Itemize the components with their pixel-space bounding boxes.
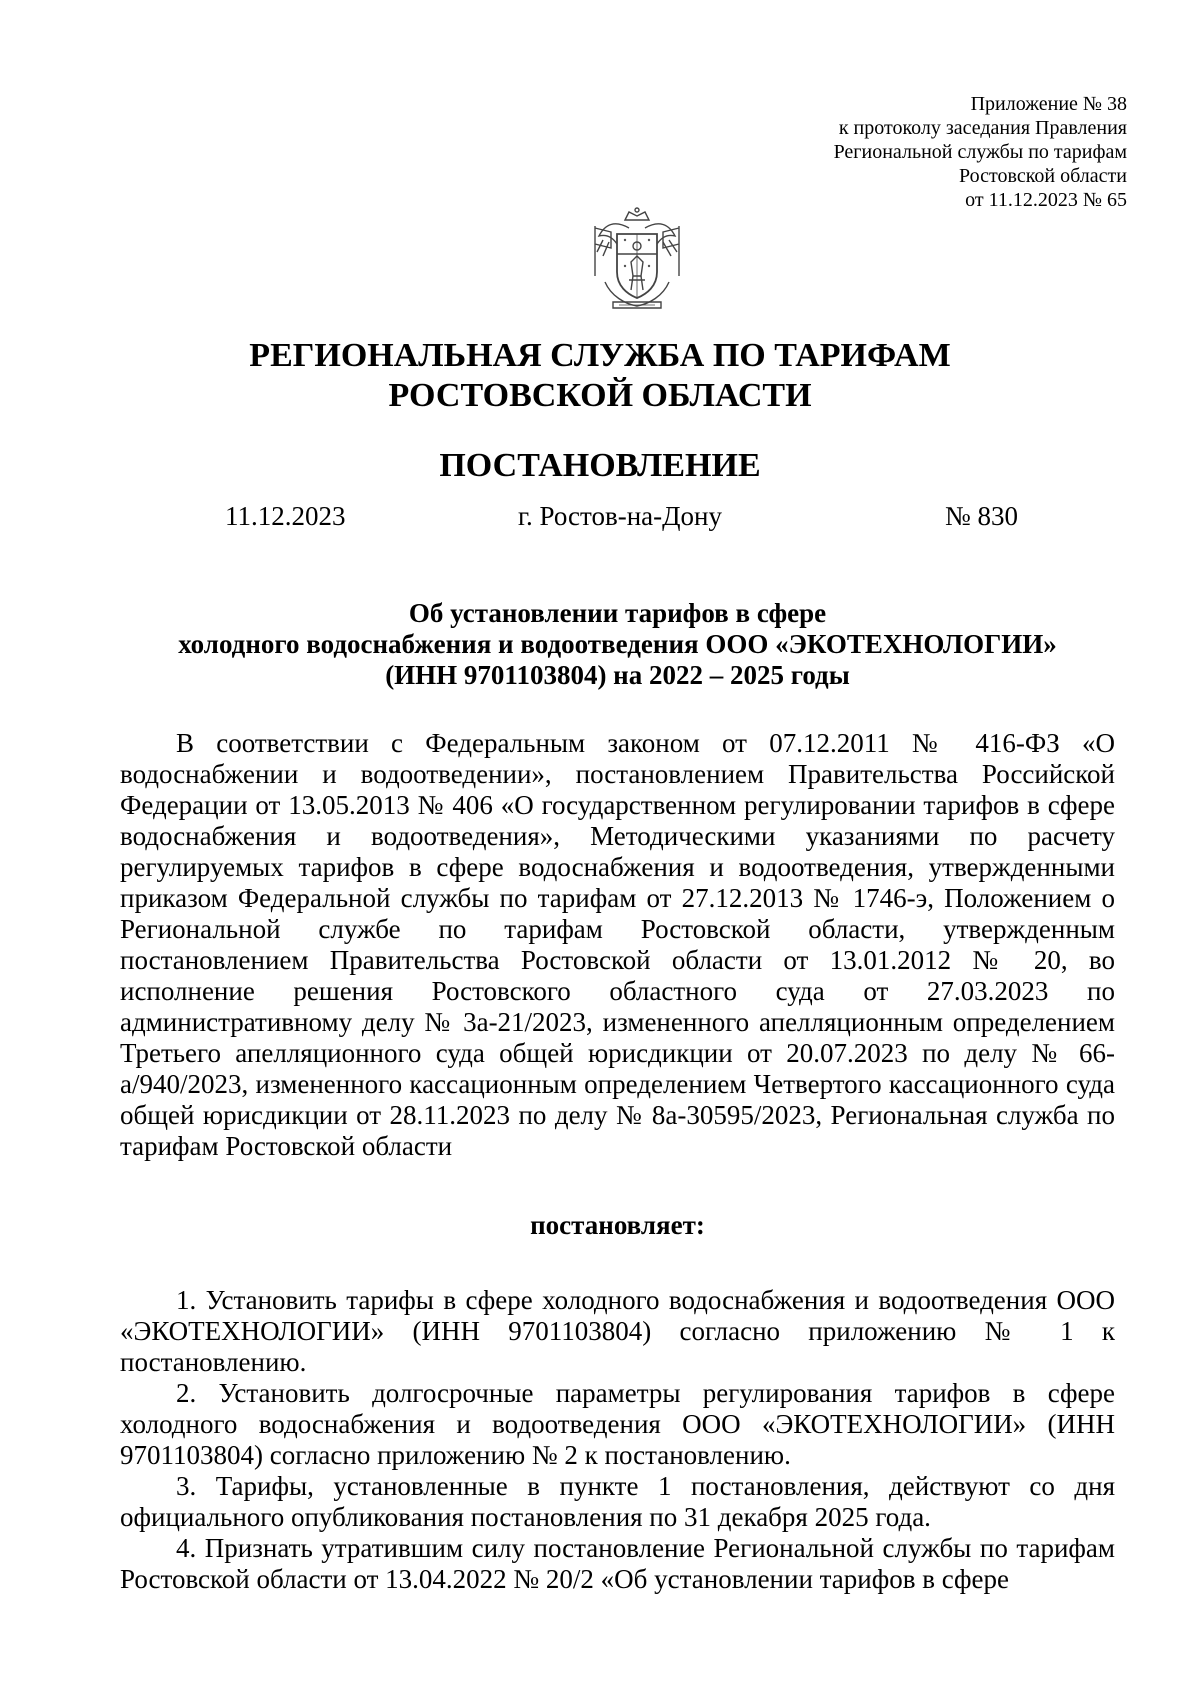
- document-subject: [120, 598, 1115, 691]
- subject-line: (ИНН 9701103804) на 2022 – 2025 годы: [385, 660, 850, 690]
- appendix-line: от 11.12.2023 № 65: [965, 189, 1127, 211]
- appendix-line: к протоколу заседания Правления: [838, 117, 1127, 139]
- appendix-line: Приложение № 38: [970, 93, 1127, 115]
- rostov-oblast-coat-of-arms-icon: [585, 206, 689, 312]
- preamble-paragraph: В соответствии с Федеральным законом от 07.12.2011 № 416-ФЗ «О водоснабжении и водоотведении», постановлением Правительства Российской Федерации от 13.05.2013 № 406 «О государственном регулировании тарифов в сфере водоснабжения и водоотведения», Методическими указаниями по расчету регулируемых тарифов в сфере водоснабжения и водоотведения, утвержденными приказом Федеральной службы по тарифам от 27.12.2013 № 1746-э, Положением о Региональной службе по тарифам Ростовской области, утвержденным постановлением Правительства Ростовской области от 13.01.2012 № 20, во исполнение решения Ростовского областного суда от 27.03.2023 по административному делу № 3а-21/2023, измененного апелляционным определением Третьего апелляционного суда общей юрисдикции от 20.07.2023 по делу № 66-а/940/2023, измененного кассационным определением Четвертого кассационного суда общей юрисдикции от 28.11.2023 по делу № 8а-30595/2023, Региональная служба по тарифам Ростовской области: [120, 728, 1115, 1161]
- document-type: ПОСТАНОВЛЕНИЕ: [439, 447, 761, 484]
- appendix-line: Ростовской области: [959, 165, 1127, 187]
- document-number: № 830: [945, 501, 1019, 531]
- decree-word: постановляет:: [530, 1210, 705, 1240]
- decree-item: 4. Признать утратившим силу постановление Региональной службы по тарифам Ростовской области от 13.04.2022 № 20/2 «Об установлении тарифов в сфере: [120, 1533, 1115, 1594]
- document-meta: [0, 498, 1200, 534]
- issuer-name-line: РОСТОВСКОЙ ОБЛАСТИ: [388, 377, 812, 414]
- appendix-line: Региональной службы по тарифам: [833, 141, 1127, 163]
- decree-item: 3. Тарифы, установленные в пункте 1 постановления, действуют со дня официального опубликования постановления по 31 декабря 2025 года.: [120, 1471, 1115, 1532]
- document-body: [120, 728, 1115, 1595]
- subject-line: холодного водоснабжения и водоотведения ООО «ЭКОТЕХНОЛОГИИ»: [178, 629, 1057, 659]
- appendix-note: [607, 92, 1127, 212]
- issuer-name: [0, 336, 1200, 416]
- decree-item: 1. Установить тарифы в сфере холодного водоснабжения и водоотведения ООО «ЭКОТЕХНОЛОГИИ» (ИНН 9701103804) согласно приложению № 1 к постановлению.: [120, 1285, 1115, 1377]
- document-date: 11.12.2023: [225, 501, 346, 531]
- issuer-name-line: РЕГИОНАЛЬНАЯ СЛУЖБА ПО ТАРИФАМ: [249, 337, 951, 374]
- subject-line: Об установлении тарифов в сфере: [408, 598, 827, 628]
- document-city: г. Ростов-на-Дону: [518, 501, 723, 531]
- decree-item: 2. Установить долгосрочные параметры регулирования тарифов в сфере холодного водоснабжения и водоотведения ООО «ЭКОТЕХНОЛОГИИ» (ИНН 9701103804) согласно приложению № 2 к постановлению.: [120, 1378, 1115, 1470]
